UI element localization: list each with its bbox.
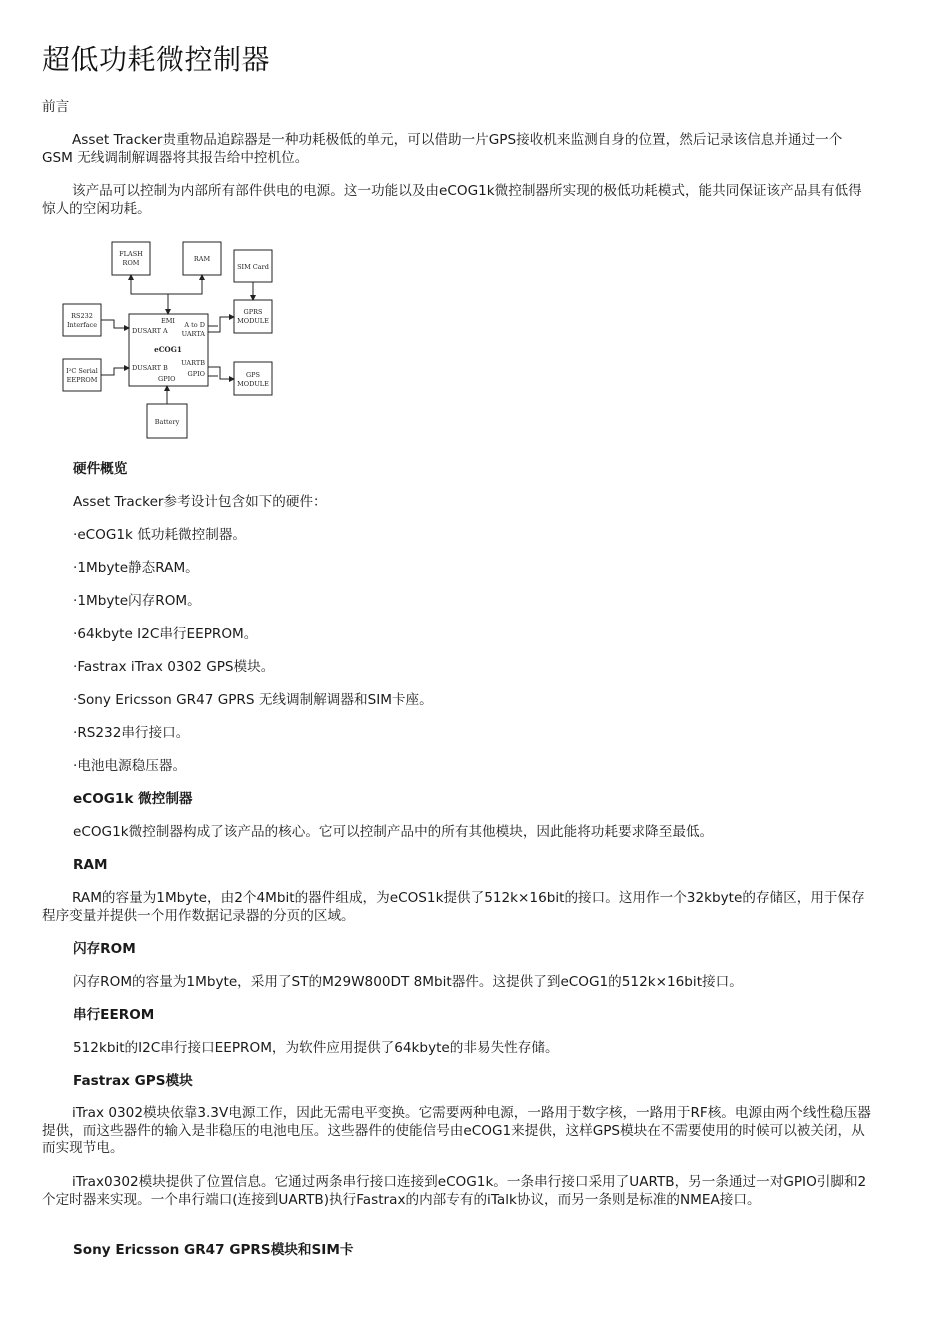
hw-intro-text: Asset Tracker参考设计包含如下的硬件： (73, 494, 327, 510)
ecog-dusart-a-label: DUSART A (132, 327, 168, 335)
gps-text-1: iTrax 0302模块依靠3.3V电源工作，因此无需电平变换。它需要两种电源，一路用于数字核，一路用于RF核。电源由两个线性稳压器提供，而这些器件的输入是非稳压的电池电压。这些器件的使能信号由eCOG1来提供，这样GPS模块在不需要使用的时候可以被关闭，从而实现节电。 (42, 1105, 871, 1156)
ecog-gpio-left-label: GPIO (158, 375, 176, 383)
hw-list-item: ·1Mbyte静态RAM。 (73, 560, 199, 576)
rs232-block (63, 304, 101, 336)
hw-overview-heading: 硬件概览 (73, 461, 128, 477)
hw-list-item: ·eCOG1k 低功耗微控制器。 (73, 527, 247, 543)
gps-text-2: iTrax0302模块提供了位置信息。它通过两条串行接口连接到eCOG1k。一条串行接口采用了UARTB，另一条通过一对GPIO引脚和2个定时器来实现。一个串行端口(连接到UARTB)执行Fastrax的内部专有的iTalk协议，而另一条则是标准的NMEA接口。 (42, 1174, 867, 1208)
flash-rom-label-1: FLASH (119, 250, 143, 258)
eerom-text: 512kbit的I2C串行接口EEPROM，为软件应用提供了64kbyte的非易失性存储。 (73, 1040, 559, 1056)
ecog-a-to-d-label: A to D (184, 321, 205, 329)
eerom-heading: 串行EEROM (73, 1007, 155, 1023)
ram-text: RAM的容量为1Mbyte，由2个4Mbit的器件组成，为eCOS1k提供了512k×16bit的接口。这用作一个32kbyte的存储区，用于保存程序变量并提供一个用作数据记录器的分页的区域。 (42, 890, 865, 924)
ram-label: RAM (193, 255, 211, 263)
block-diagram-svg (58, 238, 280, 443)
ecog-name-label: eCOG1 (154, 345, 182, 354)
flash-text: 闪存ROM的容量为1Mbyte，采用了ST的M29W800DT 8Mbit器件。这提供了到eCOG1的512k×16bit接口。 (73, 974, 743, 990)
ecog-uartb-label: UARTB (181, 359, 205, 367)
gprs-label-2: MODULE (237, 317, 269, 325)
sim-card-label: SIM Card (237, 263, 269, 271)
ecog-dusart-b-label: DUSART B (132, 364, 168, 372)
flash-rom-label-2: ROM (122, 259, 140, 267)
flash-heading: 闪存ROM (73, 941, 136, 957)
hw-list-item: ·1Mbyte闪存ROM。 (73, 593, 201, 609)
ecog-text: eCOG1k微控制器构成了该产品的核心。它可以控制产品中的所有其他模块，因此能将功耗要求降至最低。 (73, 824, 714, 840)
preface-heading: 前言 (42, 99, 70, 115)
i2c-eeprom-block (63, 359, 101, 391)
hw-list-item: ·RS232串行接口。 (73, 725, 190, 741)
sony-gprs-heading: Sony Ericsson GR47 GPRS模块和SIM卡 (73, 1242, 354, 1258)
hw-list-item: ·Sony Ericsson GR47 GPRS 无线调制解调器和SIM卡座。 (73, 692, 433, 708)
rs232-label-1: RS232 (71, 312, 93, 320)
i2c-label-2: EEPROM (66, 376, 98, 384)
intro-paragraph-1: Asset Tracker贵重物品追踪器是一种功耗极低的单元，可以借助一片GPS接收机来监测自身的位置，然后记录该信息并通过一个GSM 无线调制解调器将其报告给中控机位。 (42, 132, 843, 166)
page-title: 超低功耗微控制器 (42, 43, 271, 76)
ecog-emi-label: EMI (161, 317, 175, 325)
system-block-diagram (58, 238, 280, 443)
hw-list-item: ·Fastrax iTrax 0302 GPS模块。 (73, 659, 275, 675)
i2c-label-1: I²C Serial (66, 367, 98, 375)
hw-list-item: ·电池电源稳压器。 (73, 758, 187, 774)
ecog-gpio-right-label: GPIO (187, 370, 205, 378)
gps-heading: Fastrax GPS模块 (73, 1073, 193, 1089)
gps-label-1: GPS (245, 371, 261, 379)
hw-list-item: ·64kbyte I2C串行EEPROM。 (73, 626, 258, 642)
battery-label: Battery (154, 418, 180, 426)
gps-label-2: MODULE (237, 380, 269, 388)
ecog-heading: eCOG1k 微控制器 (73, 791, 193, 807)
ram-heading: RAM (73, 857, 108, 873)
ecog-uarta-label: UARTA (181, 330, 205, 338)
intro-paragraph-2: 该产品可以控制为内部所有部件供电的电源。这一功能以及由eCOG1k微控制器所实现的极低功耗模式，能共同保证该产品具有低得惊人的空闲功耗。 (42, 183, 862, 217)
rs232-label-2: Interface (66, 321, 98, 329)
gprs-label-1: GPRS (243, 308, 263, 316)
